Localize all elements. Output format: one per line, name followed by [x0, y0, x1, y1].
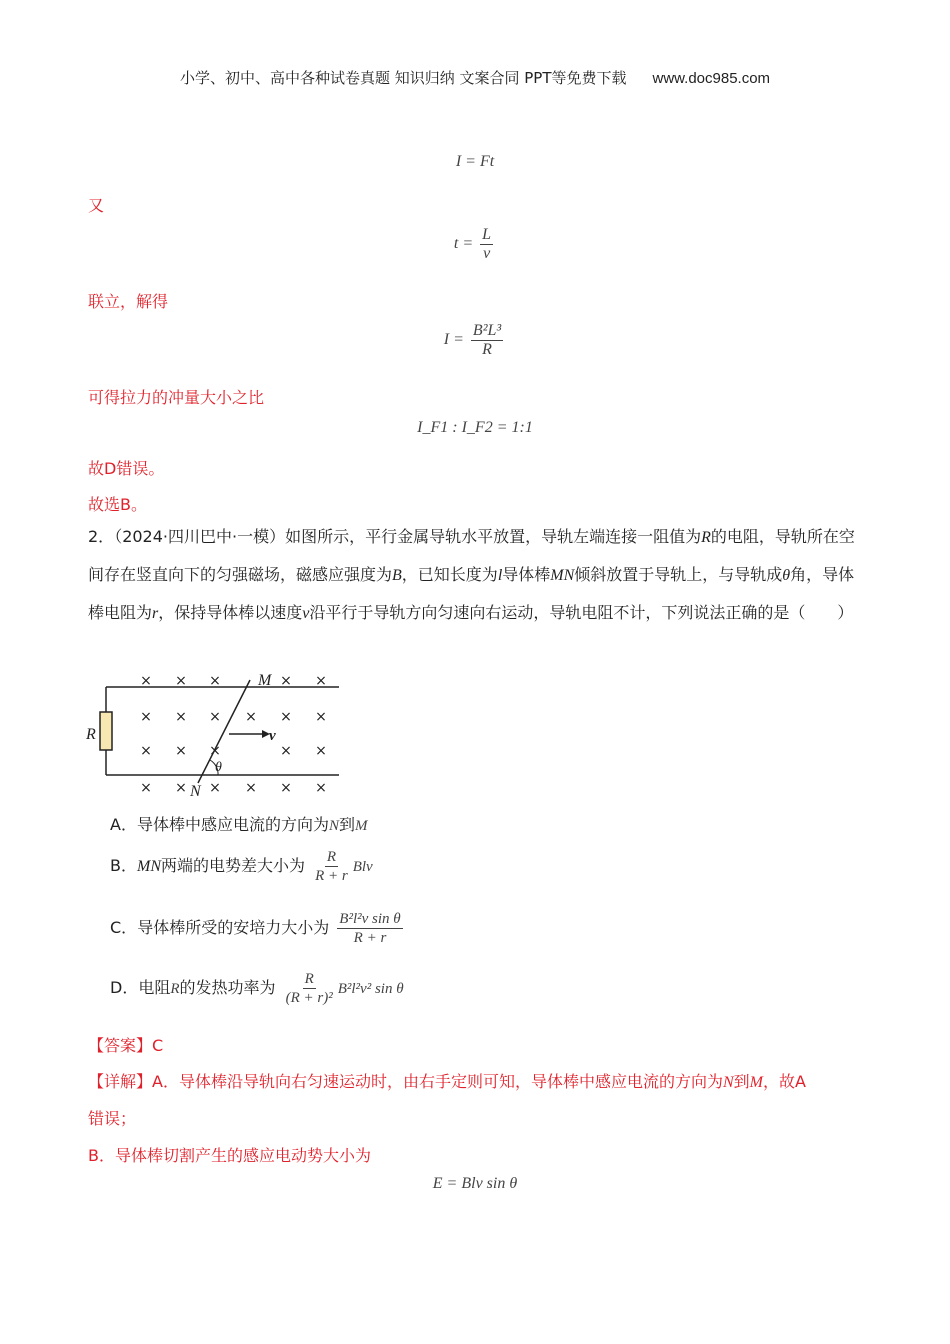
- detail-b: B．导体棒切割产生的感应电动势大小为: [88, 1146, 371, 1165]
- svg-text:×: ×: [209, 780, 221, 796]
- svg-text:×: ×: [140, 743, 152, 759]
- page-header: [0, 67, 950, 88]
- text-lianli: 联立，解得: [88, 292, 169, 311]
- answer-label: 【答案】: [88, 1036, 153, 1055]
- label-v: v: [269, 728, 276, 744]
- header-site: www.doc985.com: [652, 70, 771, 87]
- svg-text:×: ×: [315, 780, 327, 796]
- label-theta: θ: [215, 760, 222, 775]
- equation-ratio: I_F1 : I_F2 = 1:1: [417, 419, 533, 436]
- svg-text:×: ×: [315, 743, 327, 759]
- option-a: A．导体棒中感应电流的方向为N到M: [110, 815, 368, 834]
- detail-label: 【详解】: [88, 1072, 153, 1091]
- svg-text:×: ×: [280, 780, 292, 796]
- question-source: （2024·四川巴中·一模）: [114, 527, 286, 546]
- fraction-c: $\frac{\text{B²l²v sin θ}}{R + r}$: [339, 911, 401, 946]
- resistor: [100, 712, 112, 750]
- svg-text:×: ×: [140, 673, 152, 689]
- svg-text:×: ×: [280, 673, 292, 689]
- resistor-label: R: [86, 726, 96, 743]
- svg-text:×: ×: [175, 743, 187, 759]
- fraction-time: $\frac{L}{v}$: [482, 226, 492, 262]
- svg-text:×: ×: [315, 673, 327, 689]
- svg-text:×: ×: [245, 709, 257, 725]
- svg-text:×: ×: [175, 709, 187, 725]
- svg-text:×: ×: [245, 780, 257, 796]
- svg-text:×: ×: [315, 709, 327, 725]
- equation-emf: E = Blv sin θ: [432, 1175, 518, 1192]
- question-number: 2．: [88, 527, 115, 546]
- detail-a: 【详解】A．导体棒沿导轨向右匀速运动时，由右手定则可知，导体棒中感应电流的方向为N到M，故A: [88, 1072, 806, 1091]
- option-d: D．电阻R的发热功率为 $\frac{R}{\text{(R + r)²}}$ B²l²v² sin θ: [110, 971, 404, 1006]
- text-choose-b: 故选B。: [88, 495, 147, 514]
- label-n: N: [190, 783, 201, 800]
- fraction-impulse: $\frac{\text{B²L³}}{R}$: [472, 322, 502, 358]
- svg-text:×: ×: [209, 709, 221, 725]
- question-2: 2．（2024·四川巴中·一模）如图所示，平行金属导轨水平放置，导轨左端连接一阻值为R的电阻，导轨所在空间存在竖直向下的匀强磁场，磁感应强度为B，已知长度为l导体棒MN倾斜放置于导轨上，与导轨成θ角，导体棒电阻为r，保持导体棒以速度v沿平行于导轨方向匀速向右运动，导轨电阻不计，下列说法正确的是（ ）: [88, 527, 855, 622]
- fraction-b: $\frac{R}{R + r}$: [315, 849, 348, 884]
- text-kede: 可得拉力的冲量大小之比: [88, 388, 265, 407]
- label-m: M: [258, 672, 272, 689]
- answer: [88, 1033, 163, 1056]
- equation-time: t = $\frac{L}{v}$: [453, 226, 492, 262]
- circuit-figure: [84, 668, 354, 800]
- equation-impulse-result: I = $\frac{\text{B²L³}}{R}$: [443, 322, 502, 358]
- text-d-wrong: 故D错误。: [88, 459, 165, 478]
- detail-a-cont: 错误；: [88, 1109, 137, 1128]
- svg-text:×: ×: [140, 780, 152, 796]
- fraction-d: $\frac{R}{\text{(R + r)²}}$: [285, 971, 333, 1006]
- svg-text:×: ×: [280, 743, 292, 759]
- svg-text:×: ×: [140, 709, 152, 725]
- svg-text:×: ×: [209, 743, 221, 759]
- header-text: 小学、初中、高中各种试卷真题 知识归纳 文案合同 PPT等免费下载: [179, 69, 627, 87]
- text-you: 又: [88, 196, 105, 215]
- svg-text:×: ×: [175, 673, 187, 689]
- answer-value: C: [152, 1036, 164, 1055]
- svg-text:×: ×: [209, 673, 221, 689]
- equation-impulse: I = Ft: [455, 153, 495, 170]
- option-c: C．导体棒所受的安培力大小为 $\frac{\text{B²l²v sin θ}}{R + r}$: [110, 911, 401, 946]
- option-b: B．MN两端的电势差大小为 $\frac{R}{R + r}$ Blv: [110, 849, 373, 884]
- svg-text:×: ×: [280, 709, 292, 725]
- svg-text:×: ×: [175, 780, 187, 796]
- rod-mn: [198, 680, 250, 783]
